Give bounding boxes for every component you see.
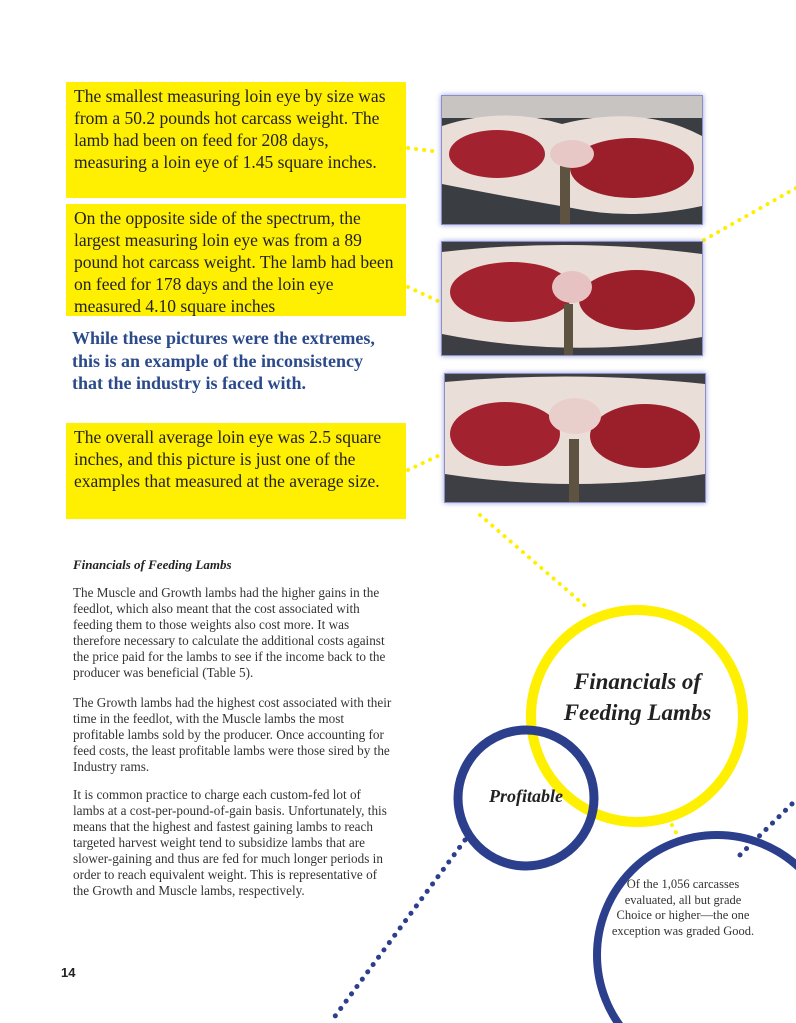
dotted-line-yellow	[408, 455, 440, 470]
dotted-line-yellow	[480, 515, 590, 610]
paragraph-1: The Muscle and Growth lambs had the higher gains in the feedlot, which also meant that the cost associated with feeding them to those weights also cost more. It was therefore necessary to calculate the additional costs against the price paid for the lambs to see if the income back to the producer was beneficial (Table 5).	[73, 585, 386, 680]
loin-eye-photo-average	[444, 373, 706, 503]
circle-note: Of the 1,056 carcasses evaluated, all but grade Choice or higher—the one exception was graded Good.	[611, 877, 755, 938]
smallest-loin-eye-box: The smallest measuring loin eye by size was from a 50.2 pounds hot carcass weight. The lamb had been on feed for 208 days, measuring a loin eye of 1.45 square inches.	[66, 82, 406, 198]
circle-title: Financials of Feeding Lambs	[563, 669, 712, 725]
extremes-callout: While these pictures were the extremes, this is an example of the inconsistency that the industry is faced with.	[72, 328, 375, 393]
average-loin-eye-box: The overall average loin eye was 2.5 square inches, and this picture is just one of the examples that measured at the average size.	[66, 423, 406, 519]
dotted-line-yellow	[408, 148, 440, 152]
loin-eye-photo-smallest	[441, 95, 703, 225]
paragraph-3: It is common practice to charge each custom-fed lot of lambs at a cost-per-pound-of-gain basis. Unfortunately, this means that the highest and fastest gaining lambs to reach targeted harvest weight tend to subsidize lambs that are slower-gaining and thus are fed for much longer periods in order to reach equivalent weight. This is representative of the Growth and Muscle lambs, respectively.	[73, 787, 387, 898]
section-title: Financials of Feeding Lambs	[73, 557, 232, 572]
circle-subtitle: Profitable	[489, 786, 563, 806]
dotted-line-yellow	[408, 287, 440, 302]
dotted-line-yellow	[704, 188, 796, 240]
largest-loin-eye-box: On the opposite side of the spectrum, the largest measuring loin eye was from a 89 pound hot carcass weight. The lamb had been on feed for 178 days and the loin eye measured 4.10 square inches	[66, 204, 406, 316]
page-number: 14	[61, 965, 76, 980]
loin-eye-photo-largest	[441, 241, 703, 356]
paragraph-2: The Growth lambs had the highest cost associated with their time in the feedlot, with the Muscle lambs the most profitable lambs sold by the producer. Once accounting for feed costs, the least profitable lambs were those sired by the Industry rams.	[73, 695, 392, 774]
